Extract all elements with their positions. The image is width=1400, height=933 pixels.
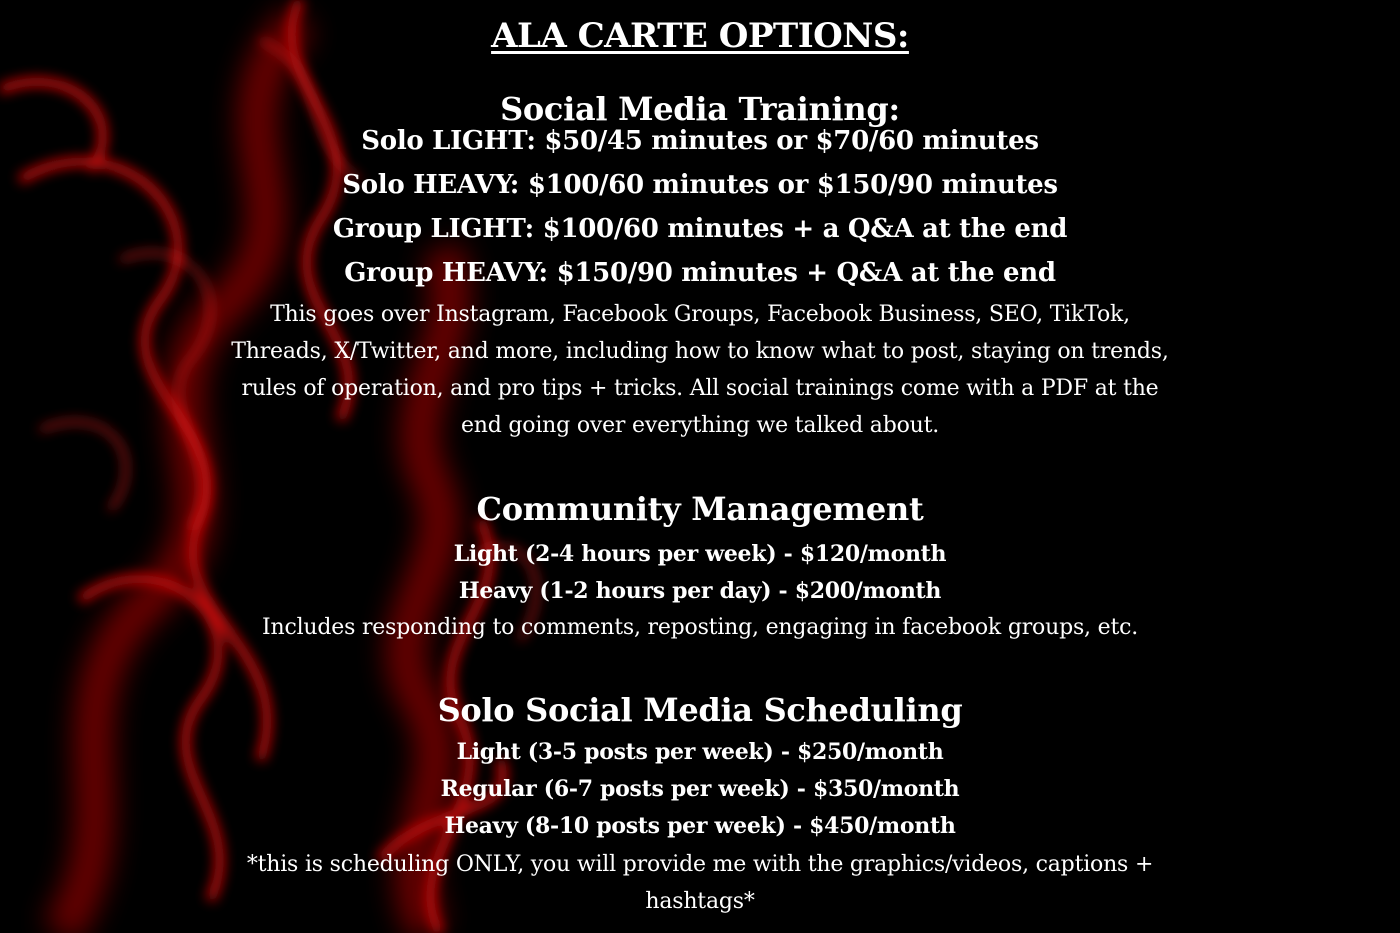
scheduling-heavy-price: Heavy (8-10 posts per week) - $450/month [444,813,956,839]
solo-light-price: Solo LIGHT: $50/45 minutes or $70/60 minutes [361,126,1039,156]
page-title: ALA CARTE OPTIONS: [491,16,909,56]
group-heavy-price: Group HEAVY: $150/90 minutes + Q&A at the end [344,258,1056,288]
scheduling-regular-price: Regular (6-7 posts per week) - $350/month [440,776,960,802]
community-management-description: Includes responding to comments, reposting, engaging in facebook groups, etc. [262,615,1138,640]
solo-scheduling-heading: Solo Social Media Scheduling [437,691,963,729]
community-light-price: Light (2-4 hours per week) - $120/month [453,541,947,567]
social-media-training-heading: Social Media Training: [500,90,900,128]
community-management-heading: Community Management [476,490,924,528]
solo-scheduling-description: *this is scheduling ONLY, you will provide me with the graphics/videos, captions + hashtags* [246,852,1154,914]
community-heavy-price: Heavy (1-2 hours per day) - $200/month [458,578,942,604]
solo-heavy-price: Solo HEAVY: $100/60 minutes or $150/90 minutes [342,170,1058,200]
group-light-price: Group LIGHT: $100/60 minutes + a Q&A at the end [332,214,1068,244]
scheduling-light-price: Light (3-5 posts per week) - $250/month [456,739,944,765]
social-media-training-description: This goes over Instagram, Facebook Groups, Facebook Business, SEO, TikTok, Threads, X/Twitter, and more, including how to know what to post, staying on trends, rules of operation, and pro tips + tricks. All social trainings come with a PDF at the end going over everything we talked about. [231,302,1169,438]
